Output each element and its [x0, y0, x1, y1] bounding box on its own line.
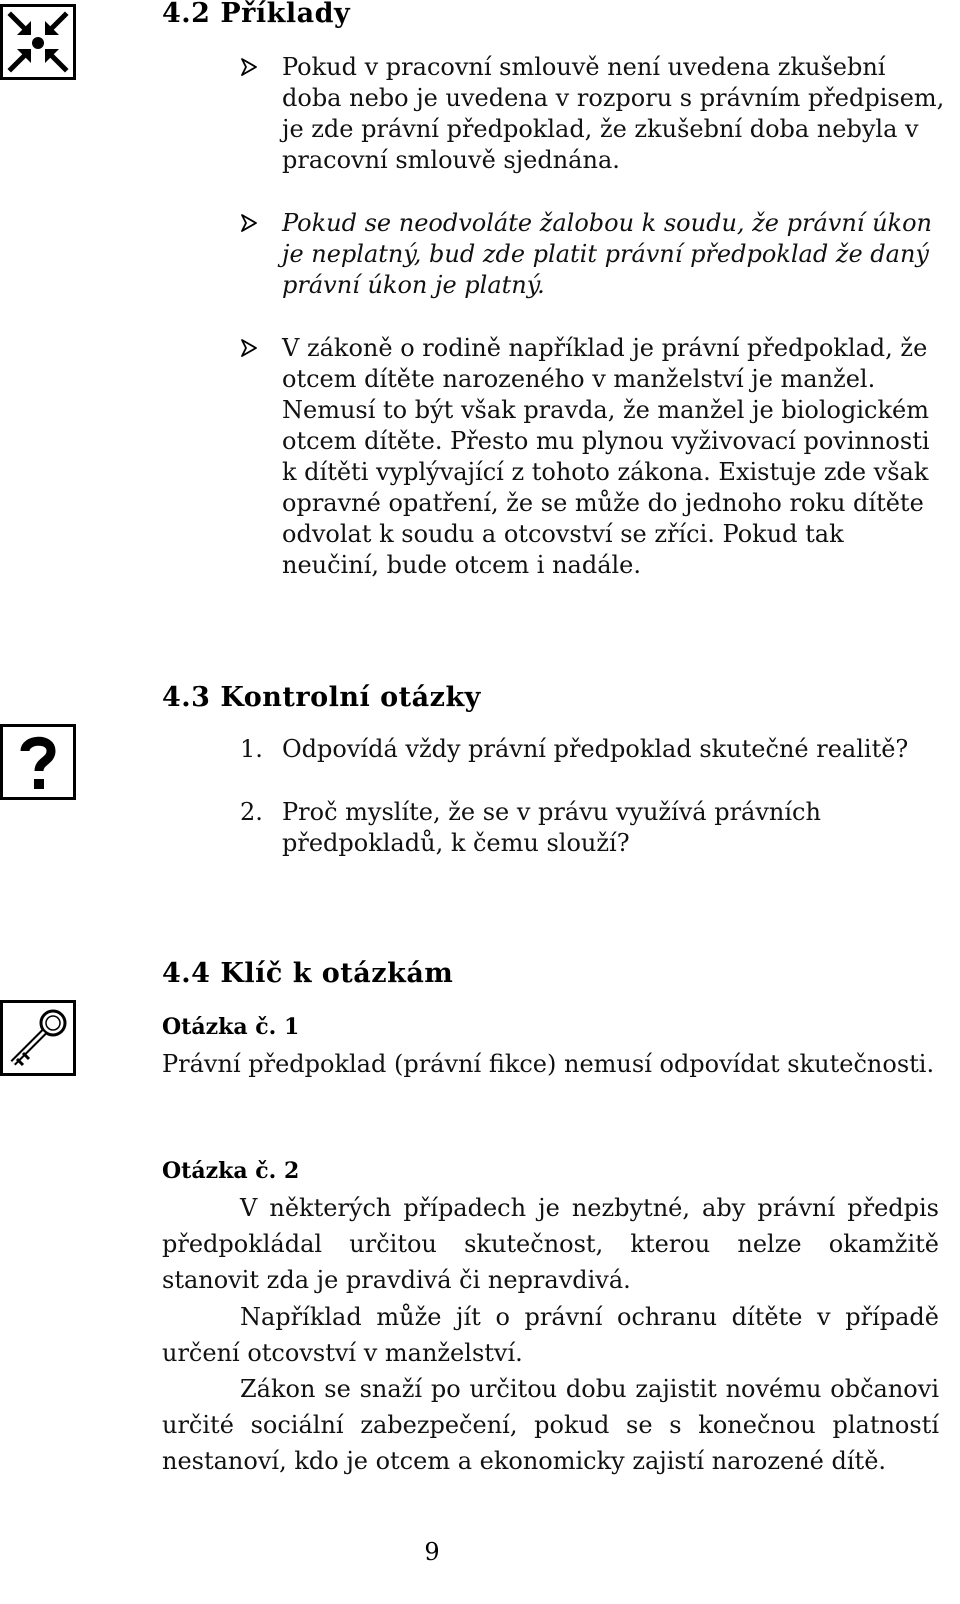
question-text: Proč myslíte, že se v právu využívá právních předpokladů, k čemu slouží? — [282, 798, 821, 857]
list-item — [240, 52, 948, 176]
answer-paragraph: Například může jít o právní ochranu dítěte v případě určení otcovství v manželství. — [162, 1303, 939, 1367]
arrow-bullet-icon — [240, 213, 258, 233]
answer-text-1: Právní předpoklad (právní fikce) nemusí odpovídat skutečnosti. — [162, 1050, 935, 1078]
section-heading-key: 4.4 Klíč k otázkám — [162, 958, 454, 989]
question-number: 1. — [240, 735, 263, 763]
questions-list — [240, 734, 948, 891]
answer-paragraph: Zákon se snaží po určitou dobu zajistit novému občanovi určité sociální zabezpečení, pokud se s konečnou platností nestanoví, kdo je otcem a ekonomicky zajistí narozené dítě. — [162, 1375, 939, 1475]
page-number: 9 — [424, 1538, 440, 1566]
list-item — [240, 208, 948, 301]
list-item — [240, 333, 948, 581]
examples-list — [240, 52, 948, 613]
list-item-text: Pokud se neodvoláte žalobou k soudu, že právní úkon je neplatný, bud zde platit právní předpoklad že daný právní úkon je platný. — [282, 209, 933, 299]
list-item-text: Pokud v pracovní smlouvě není uvedena zkušební doba nebo je uvedena v rozporu s právním předpisem, je zde právní předpoklad, že zkušební doba nebyla v pracovní smlouvě sjednána. — [282, 53, 945, 174]
answer-label-1: Otázka č. 1 — [162, 1014, 300, 1040]
arrow-bullet-icon — [240, 338, 258, 358]
question-number: 2. — [240, 798, 263, 826]
answer-paragraph: V některých případech je nezbytné, aby právní předpis předpokládal určitou skutečnost, kterou nelze okamžitě stanovit zda je pravdivá či nepravdivá. — [162, 1194, 939, 1294]
section-heading-examples: 4.2 Příklady — [162, 0, 351, 29]
arrow-bullet-icon — [240, 57, 258, 77]
key-icon — [0, 1000, 76, 1076]
list-item — [240, 734, 948, 765]
question-mark-icon — [0, 724, 76, 800]
list-item-text: V zákoně o rodině například je právní předpoklad, že otcem dítěte narozeného v manželství je manžel. Nemusí to být však pravda, že manžel je biologickém otcem dítěte. Přesto mu plynou vyživovací povinnosti k dítěti vyplývající z tohoto zákona. Existuje zde však opravné opatření, že se může do jednoho roku dítěte odvolat k soudu a otcovství se zříci. Pokud tak neučiní, bude otcem i nadále. — [282, 334, 930, 579]
section-heading-questions: 4.3 Kontrolní otázky — [162, 682, 481, 713]
answer-label-2: Otázka č. 2 — [162, 1158, 300, 1184]
question-text: Odpovídá vždy právní předpoklad skutečné realitě? — [282, 735, 909, 763]
converging-arrows-icon — [0, 4, 76, 80]
list-item — [240, 797, 948, 859]
